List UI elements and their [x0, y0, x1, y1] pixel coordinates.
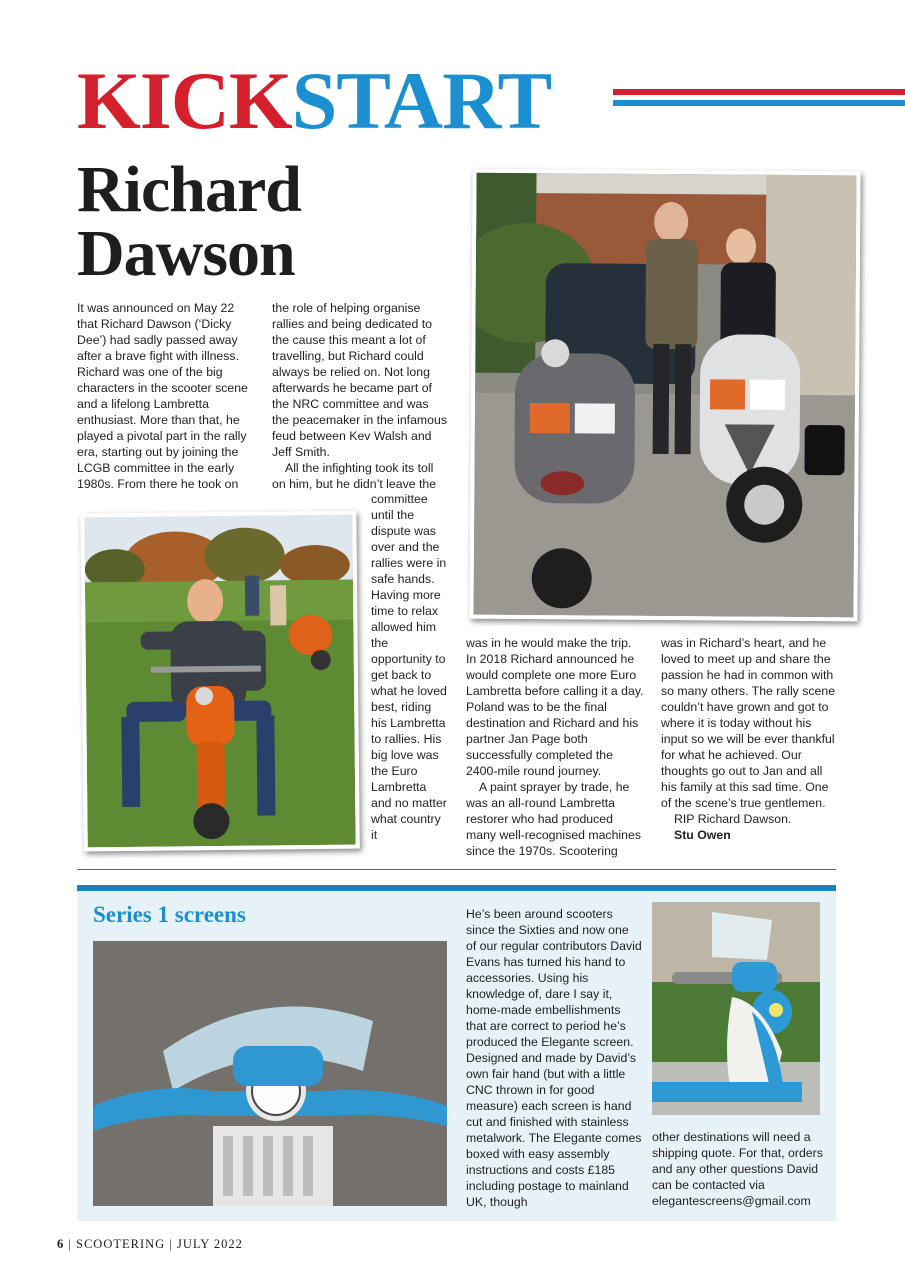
article-column-4: [661, 635, 839, 843]
page-footer: 6 | SCOOTERING | JULY 2022: [57, 1237, 243, 1251]
article-headline: Richard Dawson: [77, 153, 301, 290]
masthead-rule-red: [613, 89, 905, 95]
article-byline: Stu Owen: [674, 828, 731, 842]
photo-couple-with-scooters-image: [473, 173, 856, 618]
series-1-screens-box-bar: [77, 885, 836, 891]
masthead-start: START: [291, 55, 552, 146]
masthead-logo: [77, 56, 551, 146]
photo-screen-on-blue-scooter-image: [93, 941, 447, 1206]
article-column-1: [77, 300, 255, 492]
photo-rider-orange-scooter: [80, 511, 360, 852]
box-title: Series 1 screens: [93, 902, 246, 927]
masthead-kick: KICK: [77, 55, 292, 146]
masthead-rule-blue: [613, 100, 905, 106]
photo-couple-with-scooters: [469, 169, 860, 622]
column-3-paragraph-1: was in he would make the trip. In 2018 Richard announced he would complete one more Euro Lambretta before calling it a day. Poland was to be the final destination and Richard and his partner Jan Page both successfully completed the 2400-mile round journey.: [466, 636, 644, 778]
column-2-paragraph-2: All the infighting took its toll on him, but he didn’t leave the: [272, 461, 437, 491]
page-number: 6: [57, 1237, 65, 1251]
photo-screen-on-blue-scooter: [93, 941, 447, 1206]
box-column-2-paragraph: other destinations will need a shipping quote. For that, orders and any other questions David can be contacted via elegantescreens@gmail.com: [652, 1130, 823, 1208]
column-4-rip-line: RIP Richard Dawson.: [674, 812, 792, 826]
article-column-2-narrow: [371, 491, 449, 843]
box-column-1-paragraph: He’s been around scooters since the Sixties and now one of our regular contributors David Evans has turned his hand to accessories. Using his knowledge of, dare I say it, home-made embellishments that are correct to period he’s produced the Elegante screen. Designed and made by David’s own fair hand (but with a little CNC thrown in for good measure) each screen is hand cut and finished with stainless metalwork. The Elegante comes boxed with easy assembly instructions and costs £185 including postage to mainland UK, though: [466, 907, 642, 1209]
photo-scooter-side-screen: [652, 902, 820, 1115]
photo-rider-orange-scooter-image: [84, 515, 355, 848]
box-column-1: [466, 906, 642, 1210]
column-2-paragraph-1: the role of helping organise rallies and being dedicated to the cause this meant a lot of travelling, but Richard could always be relied on. Not long afterwards he became part of the NRC committee and was the peacemaker in the infamous feud between Kev Walsh and Jeff Smith.: [272, 301, 447, 459]
magazine-name: SCOOTERING: [76, 1237, 166, 1251]
photo-scooter-side-screen-image: [652, 902, 820, 1115]
article-column-3: [466, 635, 644, 859]
issue-date: JULY 2022: [176, 1237, 243, 1251]
column-3-paragraph-2: A paint sprayer by trade, he was an all-round Lambretta restorer who had produced many well-recognised machines since the 1970s. Scootering: [466, 780, 641, 858]
column-1-paragraph: It was announced on May 22 that Richard Dawson (‘Dicky Dee’) had sadly passed away after a brave fight with illness. Richard was one of the big characters in the scooter scene and a lifelong Lambretta enthusiast. More than that, he played a pivotal part in the rally era, starting out by joining the LCGB committee in the early 1980s. From there he took on: [77, 301, 248, 491]
section-divider: [77, 869, 836, 870]
article-column-2: [272, 300, 447, 492]
column-2-narrow-paragraph: committee until the dispute was over and the rallies were in safe hands. Having more time to relax allowed him the opportunity to get back to what he loved best, riding his Lambretta to rallies. His big love was the Euro Lambretta and no matter what country it: [371, 492, 447, 842]
box-column-2: [652, 1129, 828, 1209]
column-4-paragraph-1: was in Richard’s heart, and he loved to meet up and share the passion he had in common with so many others. The rally scene couldn’t have grown and got to where it is today without his input so we will be ever thankful for what he achieved. Our thoughts go out to Jan and all his family at this sad time. One of the scene’s true gentlemen.: [661, 636, 836, 810]
